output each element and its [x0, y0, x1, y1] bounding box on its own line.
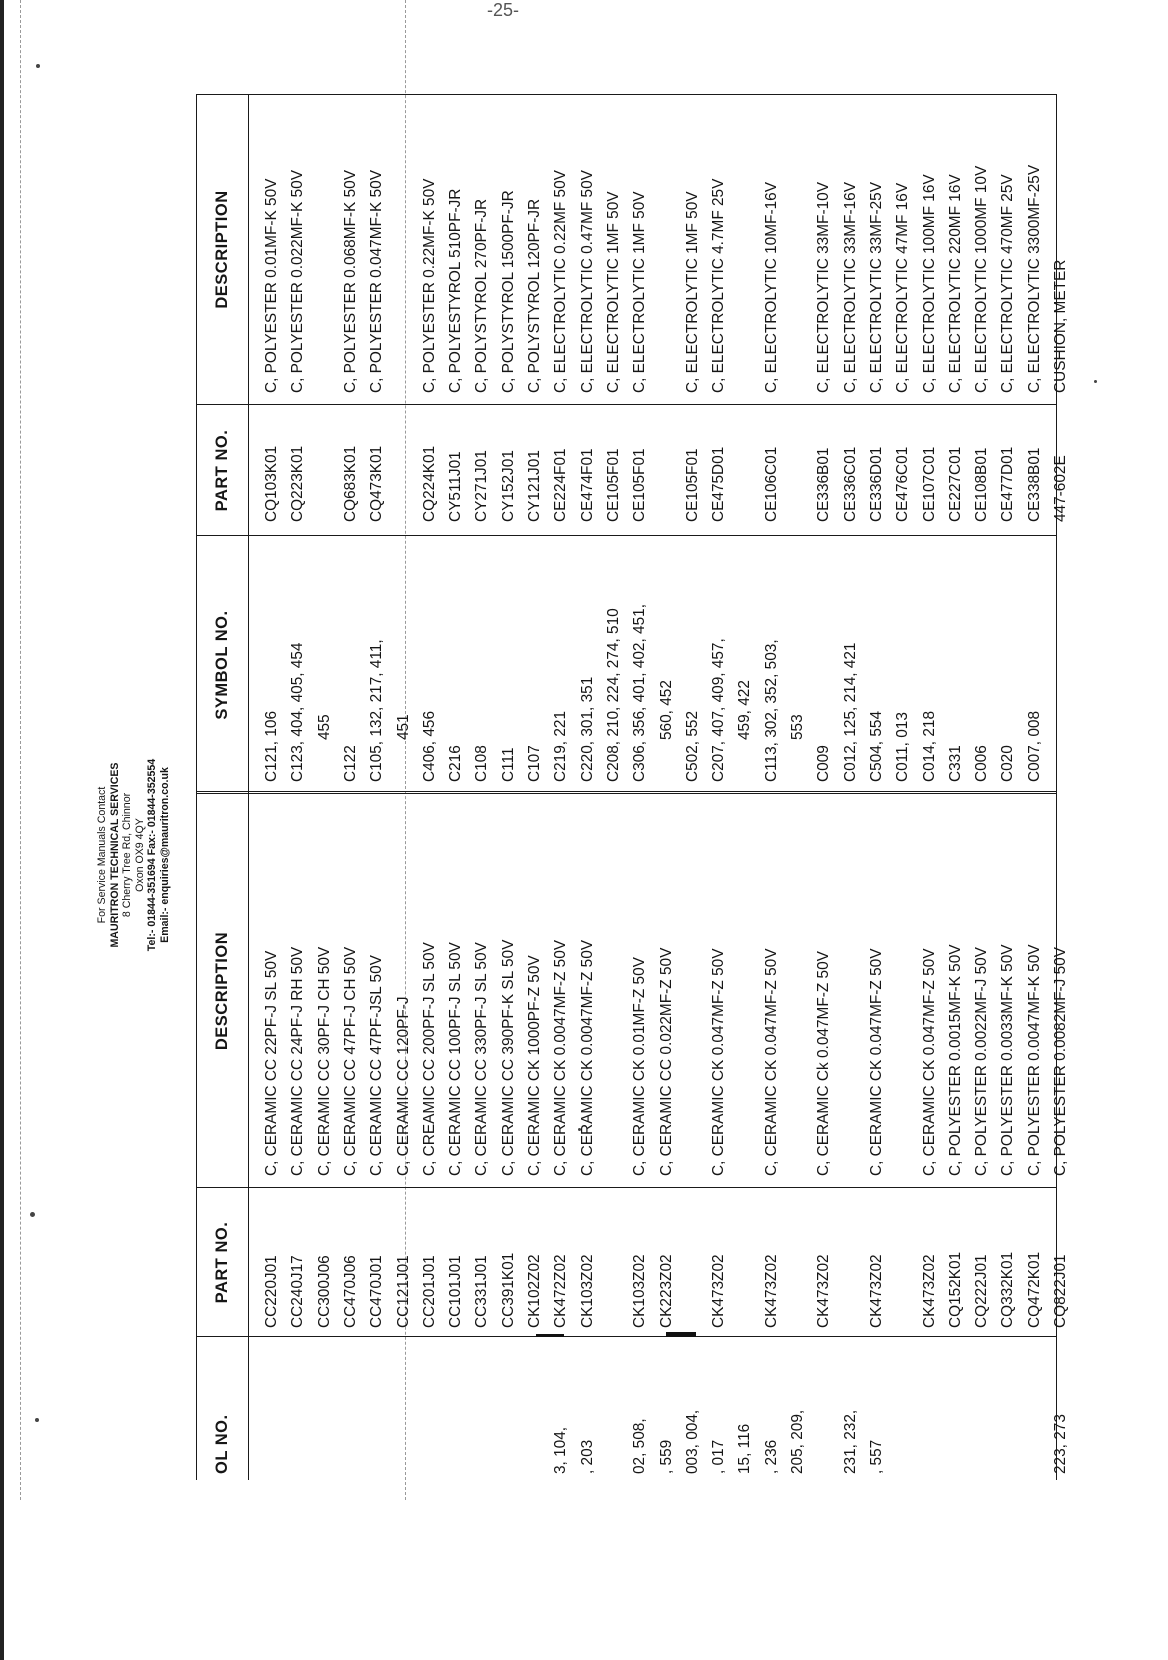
left-part-cell: CQ822J01 — [1052, 1254, 1069, 1328]
right-desc-cell: C, POLYSTYROL 1500PF-JR — [499, 190, 517, 393]
left-part-cell: CC220J01 — [263, 1255, 280, 1328]
right-symbol-cell: 459, 422 — [736, 680, 754, 740]
scan-speck — [36, 64, 40, 68]
right-part-cell: CQ473K01 — [368, 445, 386, 522]
right-symbol-cell: C108 — [473, 745, 491, 782]
table-row — [758, 94, 785, 1480]
left-desc-cell: C, POLYESTER 0.0082MF-J 50V — [1052, 947, 1069, 1176]
right-part-cell: CE105F01 — [683, 448, 701, 522]
table-row — [574, 94, 601, 1480]
right-part-cell: CE336D01 — [867, 446, 885, 522]
right-desc-cell: C, ELECTROLYTIC 33MF-10V — [815, 182, 833, 393]
table-row — [600, 94, 627, 1480]
right-part-cell: CE224F01 — [552, 448, 570, 522]
right-part-cell: CE108B01 — [973, 447, 991, 522]
right-desc-cell: C, POLYESTER 0.068MF-K 50V — [341, 170, 359, 393]
left-part-cell: CQ332K01 — [999, 1251, 1017, 1328]
left-desc-cell: C, CERAMIC CK 0.047MF-Z 50V — [710, 948, 728, 1176]
left-part-cell: CK473Z02 — [867, 1254, 885, 1328]
left-symbol-cell: , 203 — [578, 1439, 596, 1474]
right-symbol-cell: C123, 404, 405, 454 — [289, 642, 307, 782]
left-part-cell: CK473Z02 — [920, 1254, 938, 1328]
left-part-cell: CK473Z02 — [710, 1254, 728, 1328]
left-part-cell: CC470J01 — [368, 1255, 386, 1328]
right-part-cell: CE476C01 — [894, 446, 912, 522]
right-desc-cell: C, ELECTROLYTIC 1MF 50V — [604, 191, 622, 393]
left-part-cell: CC240J17 — [289, 1255, 307, 1328]
right-part-cell: CE106C01 — [762, 446, 780, 522]
right-desc-cell: C, ELECTROLYTIC 470MF 25V — [999, 174, 1017, 393]
header-part-left: PART NO. — [213, 1221, 231, 1304]
right-desc-cell: C, ELECTROLYTIC 10MF-16V — [762, 182, 780, 393]
header-desc-right: DESCRIPTION — [213, 190, 231, 309]
right-symbol-cell: C406, 456 — [420, 710, 438, 782]
page-number: -25- — [487, 0, 520, 20]
table-row — [390, 94, 417, 1480]
left-symbol-cell: 223, 273 — [1052, 1414, 1069, 1474]
left-desc-cell: C, CERAMIC CC 120PF-J — [394, 996, 412, 1176]
right-desc-cell: C, ELECTROLYTIC 1MF 50V — [631, 191, 649, 393]
left-desc-cell: C, POLYESTER 0.0047MF-K 50V — [1025, 944, 1043, 1176]
right-symbol-cell: C105, 132, 217, 411, — [368, 639, 386, 782]
table-row — [810, 94, 837, 1480]
right-part-cell: CQ103K01 — [263, 445, 280, 522]
right-symbol-cell: C331 — [946, 745, 964, 782]
left-symbol-cell: , 557 — [867, 1439, 885, 1474]
left-desc-cell: C, CERAMIC CC 24PF-J RH 50V — [289, 946, 307, 1176]
right-symbol-cell: C014, 218 — [920, 710, 938, 782]
right-symbol-cell: C502, 552 — [683, 710, 701, 782]
right-part-cell: CE338B01 — [1025, 447, 1043, 522]
right-part-cell: CE227C01 — [946, 446, 964, 522]
left-symbol-cell: 003, 004, — [683, 1409, 701, 1474]
table-row — [337, 94, 364, 1480]
right-part-cell: CY152J01 — [499, 450, 517, 522]
left-part-cell: CQ152K01 — [946, 1251, 964, 1328]
right-part-cell: CE105F01 — [604, 448, 622, 522]
table-row — [521, 94, 548, 1480]
right-symbol-cell: 553 — [789, 714, 806, 740]
right-desc-cell: C, ELECTROLYTIC 100MF 16V — [920, 174, 938, 393]
header-desc-left: DESCRIPTION — [213, 931, 231, 1051]
scan-artifact-line — [20, 0, 21, 1500]
right-desc-cell: C, ELECTROLYTIC 4.7MF 25V — [710, 178, 728, 393]
left-desc-cell: C, POLYESTER 0.0033MF-K 50V — [999, 944, 1017, 1176]
left-desc-cell: C, CERAMIC CC 22PF-J SL 50V — [263, 950, 280, 1176]
right-part-cell: CQ224K01 — [420, 445, 438, 522]
right-symbol-cell: C220, 301, 351 — [578, 676, 596, 782]
header-part-right: PART NO. — [213, 429, 231, 512]
right-desc-cell: C, POLYESTER 0.22MF-K 50V — [420, 178, 438, 393]
table-row — [942, 94, 969, 1480]
table-row — [442, 94, 469, 1480]
table-row — [968, 94, 995, 1480]
left-symbol-cell: 15, 116 — [736, 1423, 754, 1474]
table-row — [705, 94, 732, 1480]
scan-speck — [35, 1418, 39, 1422]
table-row — [889, 94, 916, 1480]
header-symbol-left: OL NO. — [213, 1414, 231, 1474]
right-symbol-cell: C122 — [341, 745, 359, 782]
left-part-cell: CC300J06 — [315, 1255, 333, 1328]
right-part-cell: CY511J01 — [447, 451, 465, 522]
table-row — [731, 94, 758, 1480]
left-part-cell: CK102Z02 — [526, 1254, 543, 1328]
contact-phone: Tel:- 01844-351694 Fax:- 01844-352554 — [146, 758, 158, 952]
right-desc-cell: C, ELECTROLYTIC 0.47MF 50V — [578, 170, 596, 393]
left-part-cell: CC470J06 — [341, 1255, 359, 1328]
table-row — [994, 94, 1021, 1480]
right-part-cell: CE474F01 — [578, 448, 596, 522]
binding-edge — [0, 0, 4, 1660]
right-symbol-cell: C121, 106 — [263, 710, 280, 782]
right-symbol-cell: C208, 210, 224, 274, 510 — [604, 608, 622, 782]
table-row — [468, 94, 495, 1480]
right-symbol-cell: C306, 356, 401, 402, 451, — [631, 604, 649, 782]
left-desc-cell: C, POLYESTER 0.0022MF-J 50V — [973, 947, 991, 1176]
right-part-cell: CE336B01 — [815, 447, 833, 522]
right-desc-cell: CUSHION, METER — [1052, 259, 1069, 393]
left-part-cell: CQ222J01 — [973, 1254, 991, 1328]
left-desc-cell: C, CERAMIC CK 0.0047MF-Z 50V — [578, 939, 596, 1176]
right-desc-cell: C, POLYESTER 0.047MF-K 50V — [368, 170, 386, 393]
left-part-cell: CK473Z02 — [762, 1254, 780, 1328]
table-row — [258, 94, 285, 1480]
table-row — [1021, 94, 1048, 1480]
left-symbol-cell: , 236 — [762, 1439, 780, 1474]
right-part-cell: CY121J01 — [526, 450, 543, 522]
left-part-cell: CC201J01 — [420, 1255, 438, 1328]
right-desc-cell: C, ELECTROLYTIC 1000MF 10V — [973, 165, 991, 393]
right-symbol-cell: C012, 125, 214, 421 — [841, 642, 859, 782]
table-row — [863, 94, 890, 1480]
right-symbol-cell: C111 — [499, 747, 517, 782]
left-part-cell: CC121J01 — [394, 1255, 412, 1328]
right-desc-cell: C, ELECTROLYTIC 33MF-25V — [867, 182, 885, 393]
left-desc-cell: C, CERAMIC CC 47PF-JSL 50V — [368, 955, 386, 1176]
table-row — [311, 94, 338, 1480]
right-desc-cell: C, ELECTROLYTIC 1MF 50V — [683, 191, 701, 393]
right-desc-cell: C, POLYSTYROL 270PF-JR — [473, 198, 491, 393]
ink-mark — [666, 1332, 696, 1337]
left-symbol-cell: 3, 104, — [552, 1426, 570, 1474]
header-divider — [248, 94, 249, 1480]
right-desc-cell: C, POLYESTER 0.01MF-K 50V — [263, 178, 280, 393]
left-part-cell: CK223Z02 — [657, 1254, 675, 1328]
contact-line: 8 Cherry Tree Rd, Chinnor — [121, 792, 133, 918]
table-row — [679, 94, 706, 1480]
right-symbol-cell: C207, 407, 409, 457, — [710, 638, 728, 782]
contact-email: Email:- enquiries@mauritron.co.uk — [158, 767, 171, 943]
right-symbol-cell: C006 — [973, 745, 991, 782]
left-desc-cell: C, CERAMIC CK 0.047MF-Z 50V — [920, 948, 938, 1176]
right-desc-cell: C, ELECTROLYTIC 47MF 16V — [894, 182, 912, 393]
right-part-cell: CE107C01 — [920, 446, 938, 522]
left-symbol-cell: , 017 — [710, 1439, 728, 1474]
parts-table — [196, 94, 1069, 1480]
scan-speck — [30, 1212, 35, 1217]
contact-line: Oxon OX9 4QY — [133, 818, 146, 892]
left-symbol-cell: , 559 — [657, 1439, 675, 1474]
right-symbol-cell: C219, 221 — [552, 710, 570, 782]
right-symbol-cell: 451 — [394, 714, 412, 740]
left-desc-cell: C, CERAMIC CC 30PF-J CH 50V — [315, 946, 333, 1176]
table-row — [916, 94, 943, 1480]
right-part-cell: CY271J01 — [473, 450, 491, 522]
left-part-cell: CK103Z02 — [631, 1254, 649, 1328]
contact-block — [96, 735, 171, 975]
left-part-cell: CQ472K01 — [1025, 1251, 1043, 1328]
contact-company: MAURITRON TECHNICAL SERVICES — [108, 762, 121, 948]
right-symbol-cell: 560, 452 — [657, 680, 675, 740]
parts-table-rotated — [196, 0, 1116, 1480]
right-desc-cell: C, POLYESTER 0.022MF-K 50V — [289, 170, 307, 393]
right-desc-cell: C, POLYESTYROL 510PF-JR — [447, 188, 465, 393]
right-part-cell: CQ223K01 — [289, 445, 307, 522]
left-desc-cell: C, CERAMIC CC 100PF-J SL 50V — [447, 942, 465, 1176]
left-part-cell: CK472Z02 — [552, 1254, 570, 1328]
right-symbol-cell: C020 — [999, 745, 1017, 782]
table-row — [837, 94, 864, 1480]
left-symbol-cell: 205, 209, — [789, 1409, 806, 1474]
table-row — [626, 94, 653, 1480]
left-desc-cell: C, CERAMIC CC 390PF-K SL 50V — [499, 939, 517, 1176]
right-part-cell: 447-602E — [1052, 455, 1069, 522]
contact-line: For Service Manuals Contact — [96, 786, 108, 924]
left-desc-cell: C, CERAMIC CC 0.022MF-Z 50V — [657, 947, 675, 1176]
table-row — [416, 94, 443, 1480]
table-row — [547, 94, 574, 1480]
right-part-cell: CE336C01 — [841, 446, 859, 522]
right-desc-cell: C, ELECTROLYTIC 0.22MF 50V — [552, 170, 570, 393]
right-part-cell: CE475D01 — [710, 446, 728, 522]
right-symbol-cell: C107 — [526, 745, 543, 782]
left-desc-cell: C, POLYESTER 0.0015MF-K 50V — [946, 944, 964, 1176]
left-part-cell: CC331J01 — [473, 1255, 491, 1328]
right-part-cell: CE477D01 — [999, 446, 1017, 522]
left-desc-cell: C, CERAMIC CC 330PF-J SL 50V — [473, 942, 491, 1176]
right-desc-cell: C, POLYSTYROL 120PF-JR — [526, 198, 543, 393]
left-symbol-cell: 231, 232, — [841, 1409, 859, 1474]
left-desc-cell: C, CERAMIC CC 47PF-J CH 50V — [341, 946, 359, 1176]
header-symbol-right: SYMBOL NO. — [213, 610, 231, 720]
right-part-cell: CQ683K01 — [341, 445, 359, 522]
left-desc-cell: C, CERAMIC CK 0.0047MF-Z 50V — [552, 939, 570, 1176]
left-desc-cell: C, CERAMIC Ck 0.047MF-Z 50V — [815, 951, 833, 1176]
right-desc-cell: C, ELECTROLYTIC 3300MF-25V — [1025, 164, 1043, 393]
right-symbol-cell: C216 — [447, 745, 465, 782]
ink-mark — [536, 1334, 564, 1337]
left-desc-cell: C, CREAMIC CC 200PF-J SL 50V — [420, 942, 438, 1176]
left-part-cell: CC101J01 — [447, 1255, 465, 1328]
table-row — [284, 94, 311, 1480]
right-desc-cell: C, ELECTROLYTIC 33MF-16V — [841, 182, 859, 393]
right-symbol-cell: C011, 013 — [894, 712, 912, 782]
left-part-cell: CK103Z02 — [578, 1254, 596, 1328]
left-desc-cell: C, CERAMIC CK 0.047MF-Z 50V — [762, 948, 780, 1176]
table-row — [1047, 94, 1074, 1480]
table-row — [363, 94, 390, 1480]
right-symbol-cell: C504, 554 — [867, 710, 885, 782]
right-symbol-cell: C009 — [815, 745, 833, 782]
left-desc-cell: C, CERAMIC CK 1000PF-Z 50V — [526, 955, 543, 1176]
table-row — [784, 94, 811, 1480]
table-row — [495, 94, 522, 1480]
right-symbol-cell: 455 — [315, 714, 333, 740]
left-desc-cell: C, CERAMIC CK 0.01MF-Z 50V — [631, 957, 649, 1176]
right-symbol-cell: C007, 008 — [1025, 710, 1043, 782]
left-part-cell: CC391K01 — [499, 1252, 517, 1328]
left-part-cell: CK473Z02 — [815, 1254, 833, 1328]
right-part-cell: CE105F01 — [631, 448, 649, 522]
left-symbol-cell: 02, 508, — [631, 1418, 649, 1474]
table-row — [653, 94, 680, 1480]
left-desc-cell: C, CERAMIC CK 0.047MF-Z 50V — [867, 948, 885, 1176]
right-symbol-cell: C113, 302, 352, 503, — [762, 639, 780, 782]
right-desc-cell: C, ELECTROLYTIC 220MF 16V — [946, 174, 964, 393]
